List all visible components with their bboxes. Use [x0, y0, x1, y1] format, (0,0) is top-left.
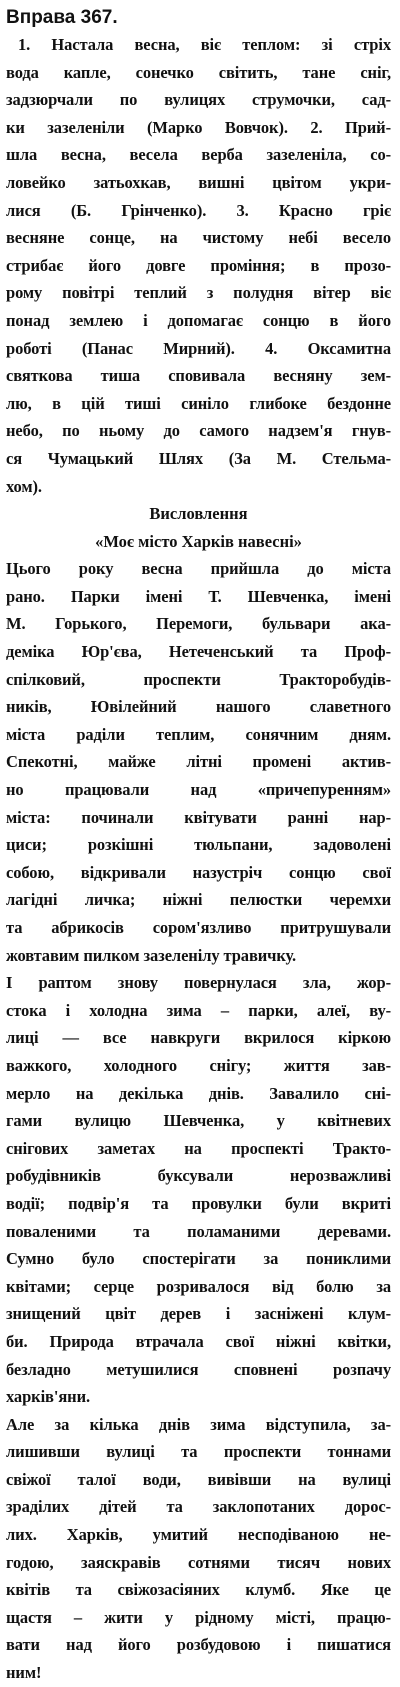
text-line: вати над його розбудовою і пишатися: [6, 1635, 391, 1655]
text-line: стока і холодна зима – парки, алеї, ву-: [6, 1000, 391, 1020]
text-line: ся Чумацький Шлях (За М. Стельма-: [6, 448, 391, 468]
text-line: лих. Харків, умитий несподіваною не-: [6, 1525, 391, 1545]
text-line: ловейко затьохкав, вишні цвітом укри-: [6, 172, 391, 192]
text-line: циси; розкішні тюльпани, задоволені: [6, 835, 391, 855]
text-line: гами вулицю Шевченка, у квітневих: [6, 1111, 391, 1131]
text-line: 1. Настала весна, віє теплом: зі стріх: [18, 35, 391, 54]
exercise-title: Вправа 367.: [6, 7, 118, 28]
text-line: мерло на декілька днів. Завалило сні-: [6, 1083, 391, 1103]
text-line: М. Горького, Перемоги, бульвари ака-: [6, 614, 391, 634]
text-line: деміка Юр'єва, Нетеченський та Проф-: [6, 642, 391, 662]
essay-heading: [6, 500, 391, 555]
text-line: Сумно було спостерігати за пониклими: [6, 1249, 391, 1269]
text-line: міста раділи теплим, сонячним дням.: [6, 724, 391, 744]
text-line: щастя – жити у рідному місті, працю-: [6, 1607, 391, 1627]
text-line: робудівників буксували нерозважливі: [6, 1166, 391, 1186]
text-line: лагідні личка; ніжні пелюстки черемхи: [6, 890, 391, 910]
text-line: собою, відкривали назустріч сонцю свої: [6, 862, 391, 882]
text-line: жовтавим пилком зазеленілу травичку.: [6, 945, 297, 965]
text-line: вода капле, сонечко світить, тане сніг,: [6, 62, 391, 82]
text-line: ки зазеленіли (Марко Вовчок). 2. Прий-: [6, 117, 391, 137]
text-line: рому повітрі теплий з полудня вітер віє: [6, 283, 391, 303]
text-line: важкого, холодного снігу; життя зав-: [6, 1055, 391, 1075]
text-line: би. Природа втрачала свої ніжні квітки,: [6, 1331, 391, 1351]
text-line: Спекотні, майже літні промені актив-: [6, 752, 391, 772]
paragraph-1: [6, 31, 391, 500]
text-line: знищений цвіт дерев і засніжені клум-: [6, 1304, 391, 1324]
text-line: лиці — все навкруги вкрилося кіркою: [6, 1028, 391, 1048]
paragraph-2: [6, 555, 391, 969]
text-line: лю, в цій тиші синіло глибоке бездонне: [6, 393, 391, 413]
text-line: Але за кілька днів зима відступила, за-: [6, 1414, 391, 1434]
text-line: квітів та свіжозасіяних клумб. Яке це: [6, 1580, 391, 1600]
text-line: понад землею і допомагає сонцю в його: [6, 310, 391, 330]
text-line: водії; подвір'я та провулки були вкриті: [6, 1193, 391, 1213]
text-line: лися (Б. Грінченко). 3. Красно гріє: [6, 200, 391, 220]
text-line: безладно метушилися сповнені розпачу: [6, 1359, 391, 1379]
text-line: роботі (Панас Мирний). 4. Оксамитна: [6, 338, 391, 358]
text-line: рано. Парки імені Т. Шевченка, імені: [6, 586, 391, 606]
text-line: но працювали над «причепуренням»: [6, 780, 391, 800]
text-line: святкова тиша сповивала весняну зем-: [6, 366, 391, 386]
text-line: поваленими та поламаними деревами.: [6, 1221, 391, 1241]
text-line: годою, заяскравів сотнями тисяч нових: [6, 1552, 391, 1572]
text-line: задзюрчали по вулицях струмочки, сад-: [6, 90, 391, 110]
text-line: спілковий, проспекти Тракторобудів-: [6, 669, 391, 689]
text-line: весняне сонце, на чистому небі весело: [6, 228, 391, 248]
text-line: небо, по ньому до самого надзем'я гнув-: [6, 421, 391, 441]
text-line: зраділих дітей та заклопотаних дорос-: [6, 1497, 391, 1517]
text-line: шла весна, весела верба зазеленіла, со-: [6, 145, 391, 165]
text-line: ників, Ювілейний нашого славетного: [6, 697, 391, 717]
text-line: свіжої талої води, вивівши на вулиці: [6, 1469, 391, 1489]
text-line: та абрикосів сором'язливо притрушували: [6, 918, 391, 937]
text-line: хом).: [6, 476, 42, 496]
text-line: І раптом знову повернулася зла, жор-: [6, 973, 391, 993]
text-line: снігових заметах на проспекті Тракто-: [6, 1138, 391, 1158]
text-line: лишивши вулиці та проспекти тоннами: [6, 1442, 391, 1462]
text-line: ним!: [6, 1663, 42, 1683]
heading-line-1: Висловлення: [149, 504, 248, 524]
text-line: міста: починали квітувати ранні нар-: [6, 807, 391, 827]
text-line: Цього року весна прийшла до міста: [6, 559, 391, 579]
paragraph-4: [6, 1411, 391, 1687]
heading-line-2: «Моє місто Харків навесні»: [95, 531, 302, 551]
text-line: стрибає його довге проміння; в прозо-: [6, 255, 391, 275]
text-line: харків'яни.: [6, 1387, 91, 1407]
paragraph-3: [6, 969, 391, 1411]
text-line: квітами; серце розривалося від болю за: [6, 1276, 391, 1296]
